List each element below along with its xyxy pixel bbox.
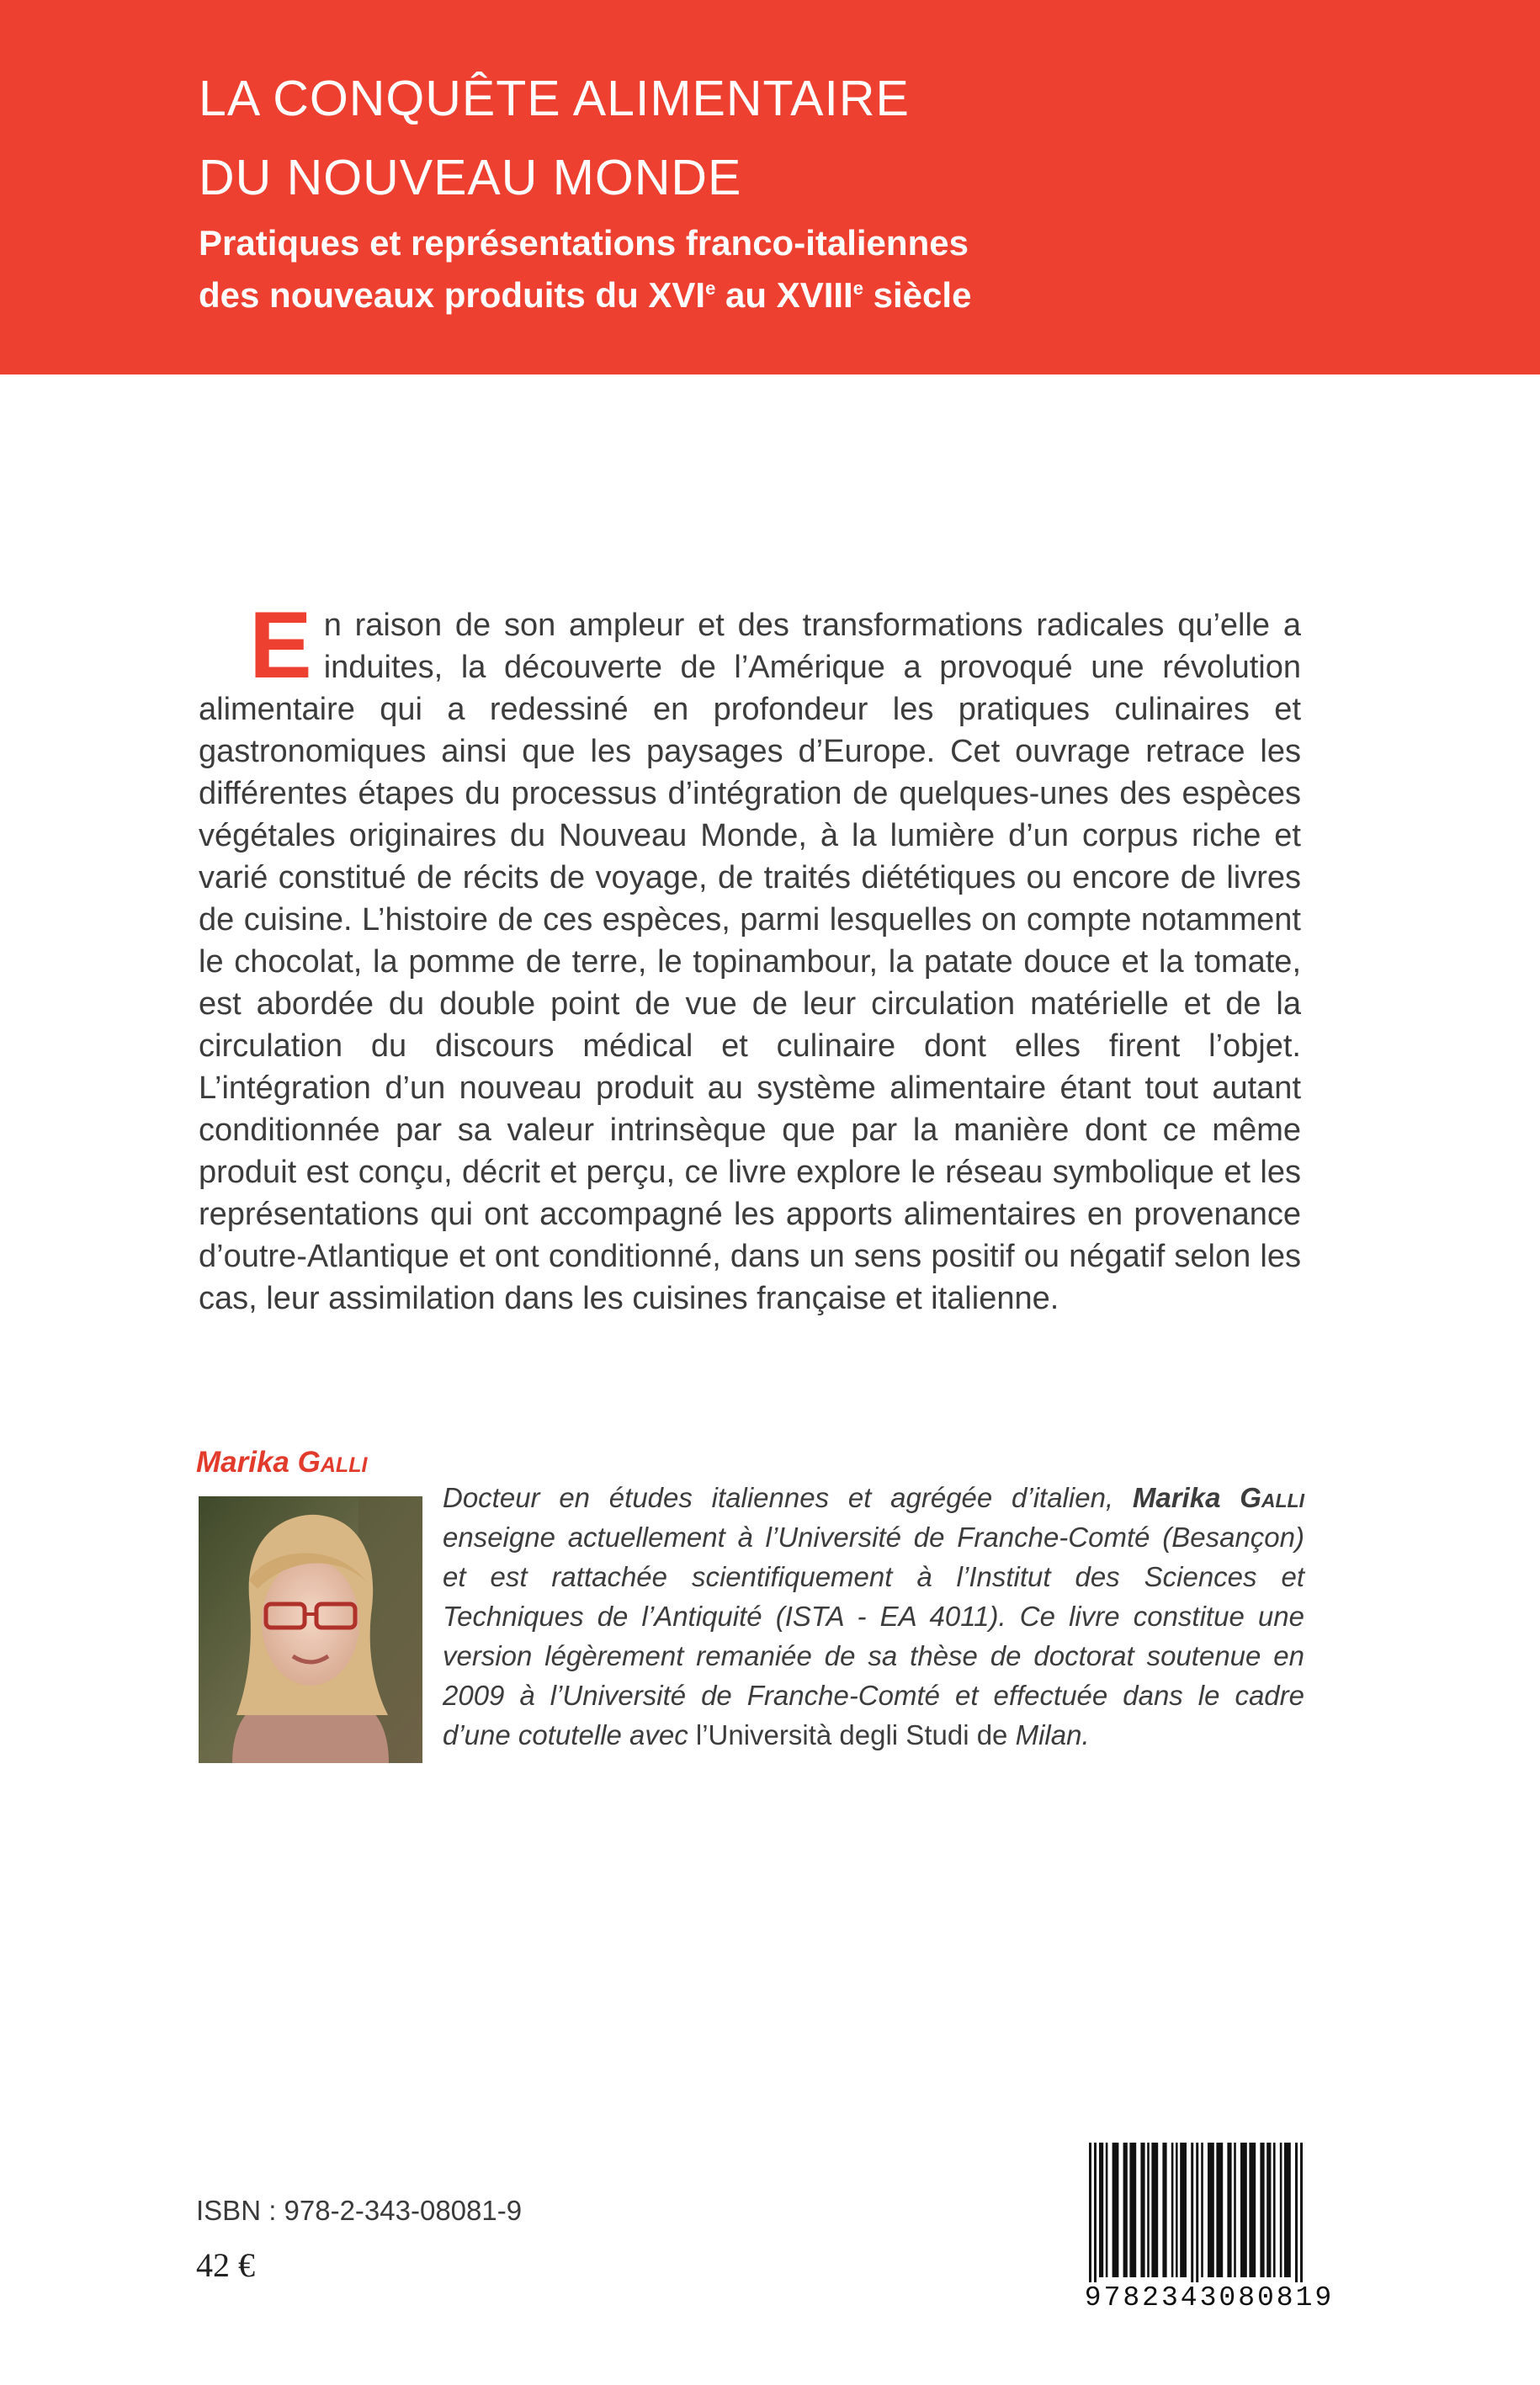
summary-text: n raison de son ampleur et des transformations radicales qu’elle a induites, la découverte de l’Amérique a provoqué une révolution alimentaire qui a redessiné en profondeur les pratiques culinaires et gastronomiques ainsi que les paysages d’Europe. Cet ouvrage retrace les différentes étapes du processus d’intégration de quelques-unes des espèces végétales originaires du Nouveau Monde, à la lumière d’un corpus riche et varié constitué de récits de voyage, de traités diététiques ou encore de livres de cuisine. L’histoire de ces espèces, parmi lesquelles on compte notamment le chocolat, la pomme de terre, le topinambour, la patate douce et la tomate, est abordée du double point de vue de leur circulation matérielle et de la circulation du discours médical et culinaire dont elles firent l’objet. L’intégration d’un nouveau produit au système alimentaire étant tout autant conditionnée par sa valeur intrinsèque que par la manière dont ce même produit est conçu, décrit et perçu, ce livre explore le réseau symbolique et les représentations qui ont accompagné les apports alimentaires en provenance d’outre-Atlantique et ont conditionné, dans un sens positif ou négatif selon les cas, leur assimilation dans les cuisines française et italienne.	[199, 608, 1301, 1316]
bio-part-3: de	[969, 1719, 1016, 1750]
author-portrait-image	[199, 1496, 422, 1763]
subtitle-sup-1: e	[705, 278, 716, 299]
barcode-bar	[1249, 2143, 1256, 2277]
subtitle-line-1: Pratiques et représentations franco-italiennes	[199, 223, 969, 263]
barcode-bar	[1099, 2143, 1103, 2277]
bio-name-last: Galli	[1240, 1482, 1304, 1513]
author-bio	[443, 1478, 1304, 1755]
barcode-bar	[1227, 2143, 1231, 2277]
drop-cap: E	[249, 592, 312, 698]
author-first-name: Marika	[196, 1446, 289, 1479]
barcode-bar	[1113, 2143, 1119, 2277]
barcode-guard-bar	[1089, 2143, 1091, 2292]
barcode-bar	[1240, 2143, 1247, 2277]
bio-name-first: Marika	[1132, 1482, 1221, 1513]
price-text: 42 €	[196, 2246, 255, 2284]
barcode-bar	[1147, 2143, 1150, 2277]
title-line-2: DU NOUVEAU MONDE	[199, 150, 742, 205]
barcode-bar	[1216, 2143, 1223, 2277]
barcode-bar	[1176, 2143, 1178, 2277]
author-heading	[196, 1446, 367, 1479]
subtitle-sup-2: e	[852, 278, 863, 299]
barcode-bar	[1280, 2143, 1282, 2277]
barcode-bar	[1260, 2143, 1264, 2277]
summary-paragraph	[199, 592, 1301, 1320]
barcode-bar	[1267, 2143, 1271, 2277]
title-line-1: LA CONQUÊTE ALIMENTAIRE	[199, 71, 910, 126]
bio-part-1: Docteur en études italiennes et agrégée d’italien,	[443, 1482, 1133, 1513]
barcode-guard-bar	[1196, 2143, 1198, 2292]
barcode-bar	[1171, 2143, 1174, 2277]
barcode-guard-bar	[1094, 2143, 1097, 2292]
barcode-guard-bar	[1300, 2143, 1303, 2292]
barcode-bar	[1284, 2143, 1291, 2277]
bio-university-name: l’Università degli Studi	[695, 1719, 969, 1750]
book-subtitle	[199, 217, 971, 321]
barcode-bar	[1162, 2143, 1166, 2277]
subtitle-line-2c: siècle	[863, 275, 972, 315]
barcode-bar	[1106, 2143, 1108, 2277]
author-last-name: Galli	[297, 1446, 368, 1479]
barcode-guard-bar	[1295, 2143, 1298, 2292]
isbn-text: ISBN : 978-2-343-08081-9	[196, 2195, 523, 2226]
barcode-digits: 9782343080819	[1065, 2282, 1353, 2313]
barcode-guard-bar	[1191, 2143, 1193, 2292]
barcode-bar	[1273, 2143, 1276, 2277]
barcode-bar	[1180, 2143, 1187, 2277]
barcode-bar	[1208, 2143, 1214, 2277]
barcode-bar	[1151, 2143, 1158, 2277]
book-title	[199, 59, 910, 217]
subtitle-line-2a: des nouveaux produits du XVI	[199, 275, 706, 315]
barcode-bar	[1140, 2143, 1144, 2277]
bio-author-name	[1133, 1482, 1304, 1513]
bio-milan: Milan	[1015, 1719, 1082, 1750]
bio-part-2: enseigne actuellement à l’Université de Franche-Comté (Besançon) et est rattachée scientifiquement à l’Institut des Sciences et Techniques de l’Antiquité (ISTA - EA 4011). Ce livre constitue une version légèrement remaniée de sa thèse de doctorat soutenue en 2009 à l’Université de Franche-Comté et effectuée dans le cadre d’une cotutelle avec	[443, 1522, 1304, 1750]
bio-end: .	[1081, 1719, 1090, 1750]
barcode-bar	[1129, 2143, 1136, 2277]
barcode-bar	[1201, 2143, 1203, 2277]
barcode-bar	[1123, 2143, 1128, 2277]
author-photo	[199, 1496, 422, 1763]
barcode-bar	[1234, 2143, 1236, 2277]
subtitle-line-2b: au XVIII	[715, 275, 853, 315]
cover-header-band	[0, 0, 1540, 374]
